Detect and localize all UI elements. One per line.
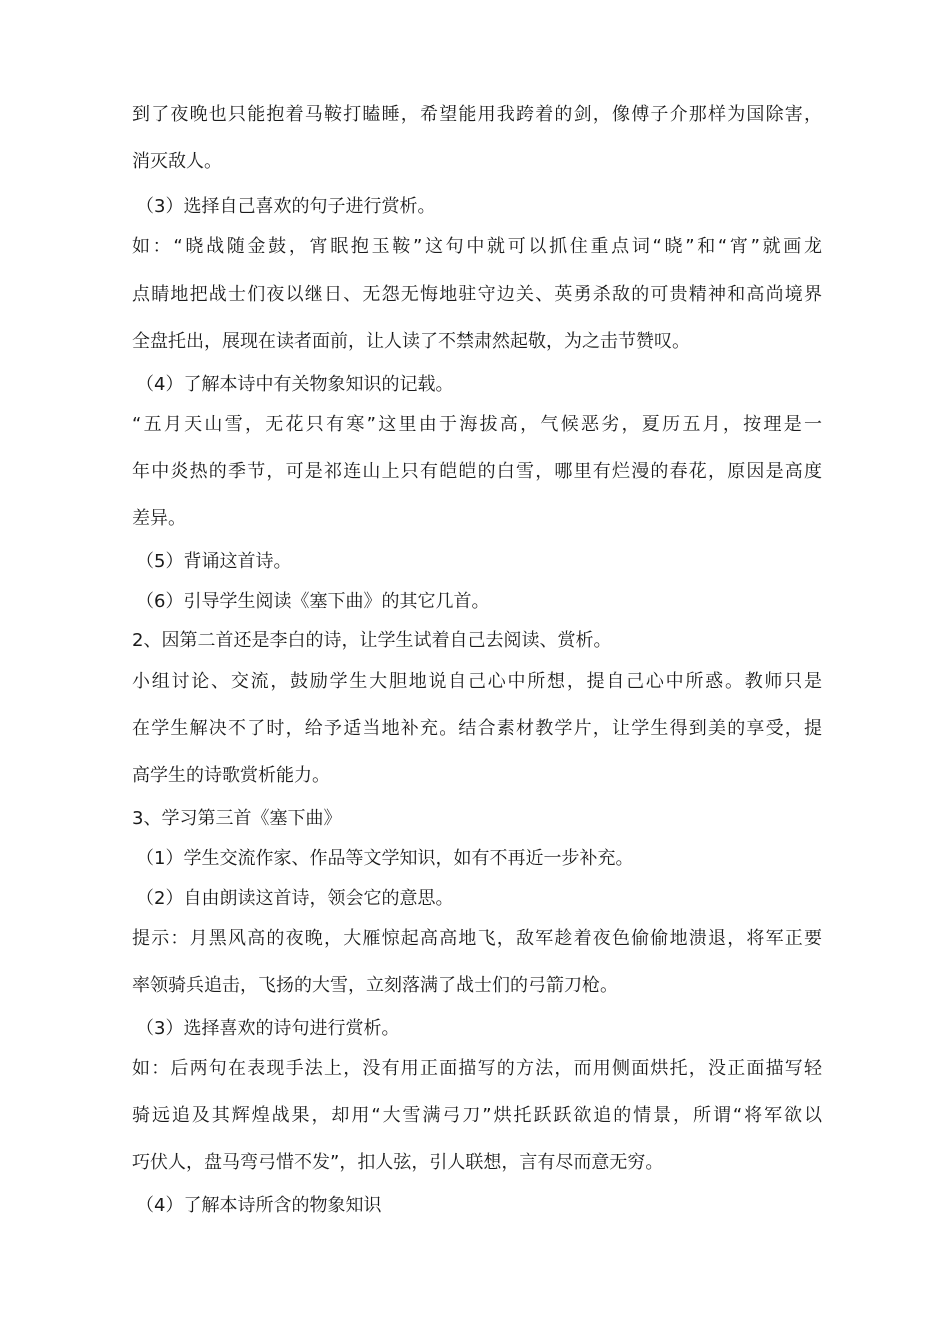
text-line: 到了夜晚也只能抱着马鞍打瞌睡，希望能用我跨着的剑，像傅子介那样为国除害， [132, 104, 822, 125]
text-line: 消灭敌人。 [132, 151, 222, 172]
text-line: （4）了解本诗所含的物象知识 [136, 1195, 382, 1216]
text-line: （2）自由朗读这首诗，领会它的意思。 [136, 888, 454, 909]
text-line: “五月天山雪，无花只有寒”这里由于海拔高，气候恶劣，夏历五月，按理是一 [132, 414, 822, 435]
text-line: 率领骑兵追击，飞扬的大雪，立刻落满了战士们的弓箭刀枪。 [132, 975, 618, 996]
text-line: 骑远追及其辉煌战果，却用“大雪满弓刀”烘托跃跃欲追的情景，所谓“将军欲以 [132, 1105, 822, 1126]
text-line: 点睛地把战士们夜以继日、无怨无悔地驻守边关、英勇杀敌的可贵精神和高尚境界 [132, 284, 822, 305]
text-line: 高学生的诗歌赏析能力。 [132, 765, 330, 786]
text-line: 3、学习第三首《塞下曲》 [132, 808, 342, 829]
text-line: 巧伏人，盘马弯弓惜不发”，扣人弦，引人联想，言有尽而意无穷。 [132, 1152, 664, 1173]
text-line: （4）了解本诗中有关物象知识的记载。 [136, 374, 454, 395]
text-line: （5）背诵这首诗。 [136, 551, 292, 572]
text-line: 2、因第二首还是李白的诗，让学生试着自己去阅读、赏析。 [132, 630, 612, 651]
text-line: 在学生解决不了时，给予适当地补充。结合素材教学片，让学生得到美的享受，提 [132, 718, 822, 739]
text-line: （1）学生交流作家、作品等文学知识，如有不再近一步补充。 [136, 848, 634, 869]
text-line: 全盘托出，展现在读者面前，让人读了不禁肃然起敬，为之击节赞叹。 [132, 331, 690, 352]
text-line: （6）引导学生阅读《塞下曲》的其它几首。 [136, 591, 490, 612]
text-line: 小组讨论、交流，鼓励学生大胆地说自己心中所想，提自己心中所惑。教师只是 [132, 671, 822, 692]
text-line: 如：后两句在表现手法上，没有用正面描写的方法，而用侧面烘托，没正面描写轻 [132, 1058, 822, 1079]
text-line: （3）选择自己喜欢的句子进行赏析。 [136, 196, 436, 217]
text-line: 差异。 [132, 508, 186, 529]
text-line: （3）选择喜欢的诗句进行赏析。 [136, 1018, 400, 1039]
text-line: 提示：月黑风高的夜晚，大雁惊起高高地飞，敌军趁着夜色偷偷地溃退，将军正要 [132, 928, 822, 949]
text-line: 年中炎热的季节，可是祁连山上只有皑皑的白雪，哪里有烂漫的春花，原因是高度 [132, 461, 822, 482]
text-line: 如：“晓战随金鼓，宵眠抱玉鞍”这句中就可以抓住重点词“晓”和“宵”就画龙 [132, 236, 822, 257]
